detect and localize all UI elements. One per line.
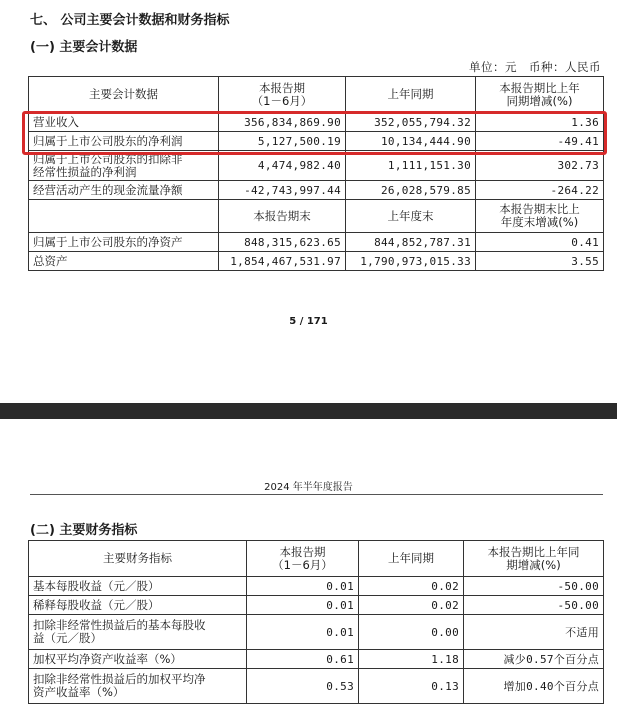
cell-value: 1,111,151.30 <box>346 151 476 181</box>
table-row <box>29 650 604 669</box>
cell-value: 0.02 <box>359 596 464 615</box>
table-row <box>29 252 604 271</box>
column-header: 本报告期 （1－6月） <box>247 541 359 577</box>
cell-value: 302.73 <box>476 151 604 181</box>
cell-value: 0.41 <box>476 233 604 252</box>
cell-value: 0.61 <box>247 650 359 669</box>
cell-value: 增加0.40个百分点 <box>464 669 604 704</box>
header-rule <box>30 494 603 495</box>
row-label: 扣除非经常性损益后的基本每股收 益（元／股） <box>29 615 247 650</box>
cell-value: 0.13 <box>359 669 464 704</box>
row-label: 归属于上市公司股东的净利润 <box>29 132 219 151</box>
column-header: 本报告期末 <box>219 200 346 233</box>
cell-value: 3.55 <box>476 252 604 271</box>
cell-value: 0.01 <box>247 615 359 650</box>
cell-value: 0.01 <box>247 577 359 596</box>
cell-value: 0.02 <box>359 577 464 596</box>
cell-value: 26,028,579.85 <box>346 181 476 200</box>
column-header: 主要会计数据 <box>29 77 219 113</box>
cell-value: -50.00 <box>464 596 604 615</box>
cell-value: 5,127,500.19 <box>219 132 346 151</box>
table-row <box>29 596 604 615</box>
cell-value: 4,474,982.40 <box>219 151 346 181</box>
cell-value: 1.36 <box>476 113 604 132</box>
cell-value: -49.41 <box>476 132 604 151</box>
column-header: 主要财务指标 <box>29 541 247 577</box>
column-header: 本报告期比上年同 期增减(%) <box>464 541 604 577</box>
cell-value: 0.01 <box>247 596 359 615</box>
cell-value: -264.22 <box>476 181 604 200</box>
cell-value: 1.18 <box>359 650 464 669</box>
table-row <box>29 181 604 200</box>
table-row <box>29 669 604 704</box>
table-header-row <box>29 541 604 577</box>
cell-value: -50.00 <box>464 577 604 596</box>
cell-value: 848,315,623.65 <box>219 233 346 252</box>
financial-indicators-table <box>28 540 604 704</box>
subsection-title-accounting: (一) 主要会计数据 <box>30 40 138 55</box>
column-header: 本报告期比上年 同期增减(%) <box>476 77 604 113</box>
table-row <box>29 233 604 252</box>
report-header: 2024 年半年度报告 <box>264 482 353 493</box>
unit-currency-line: 单位：元 币种：人民币 <box>469 60 601 74</box>
row-label: 加权平均净资产收益率（%） <box>29 650 247 669</box>
cell-value: -42,743,997.44 <box>219 181 346 200</box>
column-header: 上年同期 <box>359 541 464 577</box>
cell-value: 减少0.57个百分点 <box>464 650 604 669</box>
column-header: 上年同期 <box>346 77 476 113</box>
column-header <box>29 200 219 233</box>
accounting-data-table <box>28 76 604 271</box>
table-header-row <box>29 77 604 113</box>
cell-value: 352,055,794.32 <box>346 113 476 132</box>
cell-value: 0.00 <box>359 615 464 650</box>
row-label: 基本每股收益（元／股） <box>29 577 247 596</box>
column-header: 上年度末 <box>346 200 476 233</box>
cell-value: 1,790,973,015.33 <box>346 252 476 271</box>
row-label: 归属于上市公司股东的扣除非 经常性损益的净利润 <box>29 151 219 181</box>
table-row <box>29 615 604 650</box>
cell-value: 10,134,444.90 <box>346 132 476 151</box>
cell-value: 844,852,787.31 <box>346 233 476 252</box>
cell-value: 0.53 <box>247 669 359 704</box>
row-label: 营业收入 <box>29 113 219 132</box>
row-label: 总资产 <box>29 252 219 271</box>
table-row <box>29 151 604 181</box>
page-separator <box>0 403 617 419</box>
section-title: 七、 公司主要会计数据和财务指标 <box>30 13 230 28</box>
cell-value: 不适用 <box>464 615 604 650</box>
row-label: 归属于上市公司股东的净资产 <box>29 233 219 252</box>
column-header: 本报告期末比上 年度末增减(%) <box>476 200 604 233</box>
highlight-box <box>22 111 607 155</box>
column-header: 本报告期 （1－6月） <box>219 77 346 113</box>
cell-value: 1,854,467,531.97 <box>219 252 346 271</box>
row-label: 扣除非经常性损益后的加权平均净 资产收益率（%） <box>29 669 247 704</box>
table-subheader-row <box>29 200 604 233</box>
cell-value: 356,834,869.90 <box>219 113 346 132</box>
page-number: 5 / 171 <box>289 316 328 327</box>
subsection-title-financial: (二) 主要财务指标 <box>30 523 138 538</box>
row-label: 经营活动产生的现金流量净额 <box>29 181 219 200</box>
table-row <box>29 577 604 596</box>
row-label: 稀释每股收益（元／股） <box>29 596 247 615</box>
